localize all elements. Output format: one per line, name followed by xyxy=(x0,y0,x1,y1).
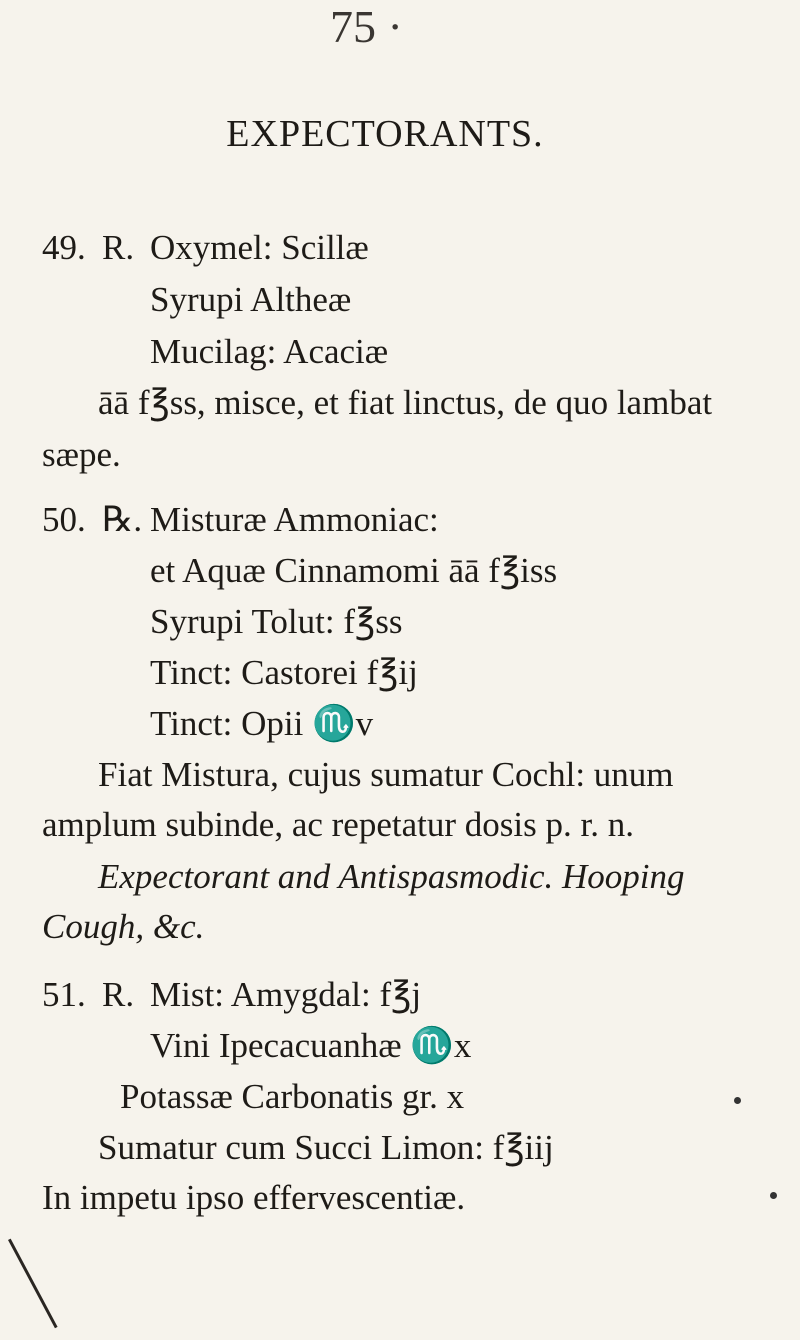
ingredient: Misturæ Ammoniac: xyxy=(150,500,439,539)
page-number: 75 · xyxy=(330,1,403,52)
margin-dot xyxy=(770,1192,777,1199)
recipe-50-line-1 xyxy=(42,502,439,537)
page-heading: EXPECTORANTS. xyxy=(226,113,544,155)
indication-line: Expectorant and Antispasmodic. Hooping xyxy=(98,857,685,896)
ingredient: Syrupi Altheæ xyxy=(150,280,352,319)
direction-line: In impetu ipso effervescentiæ. xyxy=(42,1178,466,1217)
ingredient: Mucilag: Acaciæ xyxy=(150,332,389,371)
rx-symbol: R. xyxy=(102,975,135,1014)
recipe-number: 49. xyxy=(42,228,86,267)
direction-line: Sumatur cum Succi Limon: f℥iij xyxy=(98,1128,554,1167)
margin-dot xyxy=(734,1097,741,1104)
ingredient: Potassæ Carbonatis gr. x xyxy=(120,1077,465,1116)
direction-line: sæpe. xyxy=(42,435,121,474)
recipe-51-line-1 xyxy=(42,977,421,1012)
ingredient: Syrupi Tolut: f℥ss xyxy=(150,602,403,641)
recipe-49-line-1 xyxy=(42,230,369,265)
ingredient: Tinct: Castorei f℥ij xyxy=(150,653,418,692)
recipe-number: 50. xyxy=(42,500,86,539)
pen-stroke-mark xyxy=(8,1239,58,1329)
direction-line: Fiat Mistura, cujus sumatur Cochl: unum xyxy=(98,755,674,794)
recipe-number: 51. xyxy=(42,975,86,1014)
ingredient: Oxymel: Scillæ xyxy=(150,228,369,267)
ingredient: et Aquæ Cinnamomi āā f℥iss xyxy=(150,551,558,590)
direction-line: āā f℥ss, misce, et fiat linctus, de quo lambat xyxy=(98,383,713,422)
rx-symbol: R. xyxy=(102,228,135,267)
rx-symbol: ℞. xyxy=(102,500,143,539)
ingredient: Vini Ipecacuanhæ ♏x xyxy=(150,1026,472,1065)
direction-line: amplum subinde, ac repetatur dosis p. r. n. xyxy=(42,805,634,844)
indication-line: Cough, &c. xyxy=(42,907,205,946)
ingredient: Mist: Amygdal: f℥j xyxy=(150,975,422,1014)
ingredient: Tinct: Opii ♏v xyxy=(150,704,374,743)
